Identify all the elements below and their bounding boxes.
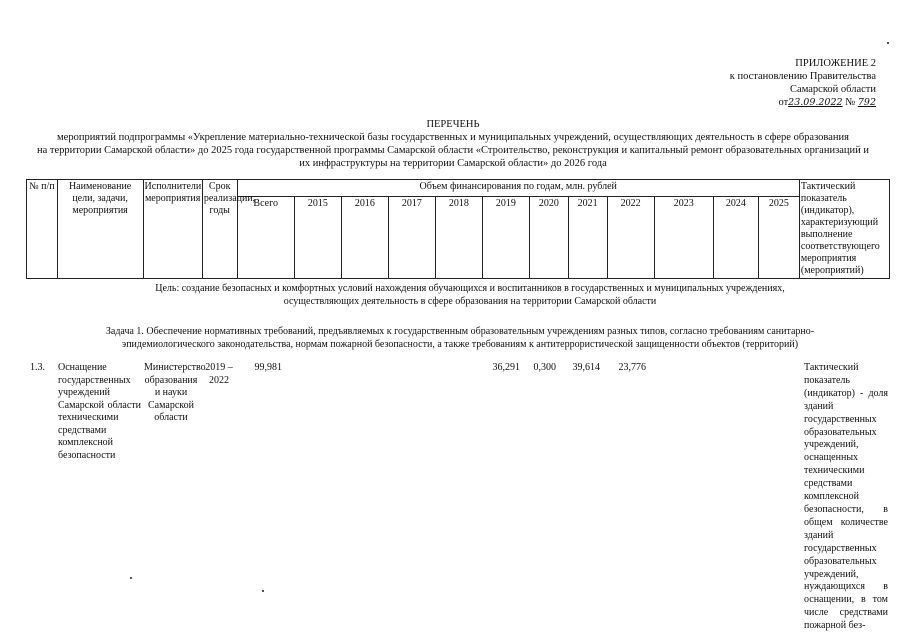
col-header-year: 2022 <box>607 197 654 279</box>
heading-line-1: мероприятий подпрограммы «Укрепление материально-технической базы государственных и муниципальных учреждений, осуществляющих деятельность в сфере образования <box>57 132 849 143</box>
heading-line-2: на территории Самарской области» до 2025 года государственной программы Самарской области «Строительство, реконструкция и капитальный ремонт образовательных организаций и <box>37 145 869 156</box>
col-header-year: 2021 <box>568 197 607 279</box>
col-header-year: 2017 <box>388 197 435 279</box>
row-indicator: Тактический показатель (индикатор) - доля зданий государственных образовательных учреждений, оснащенных техническими средствами комплексной безопасности, в общем количестве зданий государственных образовательных учреждений, нуждающихся в оснащении, в том числе средствами пожарной без- <box>804 362 888 632</box>
scan-speck <box>130 577 132 579</box>
document-title: ПЕРЕЧЕНЬ <box>426 119 480 130</box>
col-header-year: 2016 <box>341 197 388 279</box>
col-header-year: 2025 <box>758 197 799 279</box>
appendix-line-1: к постановлению Правительства <box>729 71 876 82</box>
col-header-total: Всего <box>237 197 294 279</box>
row-executor: Министерство образования и науки Самарской области <box>144 362 206 423</box>
document-heading <box>18 118 888 170</box>
row-total: 99,981 <box>254 362 282 373</box>
col-header-year: 2019 <box>482 197 529 279</box>
col-header-year: 2020 <box>529 197 568 279</box>
row-number: 1.3. <box>30 362 45 373</box>
scan-speck <box>887 42 889 44</box>
header-table <box>26 179 890 279</box>
row-value-2021: 39,614 <box>572 362 600 373</box>
col-header-funding: Объем финансирования по годам, млн. рублей <box>237 180 799 197</box>
goal-line-2: осуществляющих деятельность в сфере образования на территории Самарской области <box>283 296 657 307</box>
appendix-number: 792 <box>857 97 876 108</box>
appendix-date-line <box>706 96 876 109</box>
col-header-executor: Исполнители мероприятия <box>143 180 202 279</box>
number-prefix: № <box>845 97 856 108</box>
col-header-indicator: Тактический показатель (индикатор), характеризующий выполнение соответствующего мероприятия (мероприятий) <box>799 180 889 279</box>
row-term: 2019 – 2022 <box>205 362 233 386</box>
task-line-1: Задача 1. Обеспечение нормативных требований, предъявляемых к государственным образовательным учреждениям разных типов, согласно требованиям санитарно- <box>105 326 815 337</box>
row-value-2022: 23,776 <box>618 362 646 373</box>
col-header-num: № п/п <box>27 180 58 279</box>
task-line-2: эпидемиологического законодательства, нормам пожарной безопасности, а также требованиям к антитеррористической защищенности объектов (территорий) <box>121 339 799 350</box>
scan-speck <box>262 590 264 592</box>
col-header-year: 2023 <box>654 197 713 279</box>
goal-line-1: Цель: создание безопасных и комфортных условий нахождения обучающихся и воспитанников в государственных и муниципальных учреждениях, <box>155 283 785 294</box>
col-header-name: Наименование цели, задачи, мероприятия <box>57 180 143 279</box>
row-value-2020: 0,300 <box>533 362 556 373</box>
appendix-title: ПРИЛОЖЕНИЕ 2 <box>795 58 876 69</box>
row-name: Оснащение государственных учреждений Самарской области техническими средствами комплексной безопасности <box>58 362 141 461</box>
col-header-year: 2018 <box>435 197 482 279</box>
task-text <box>40 325 880 351</box>
col-header-year: 2024 <box>713 197 758 279</box>
col-header-term: Срок реализации, годы <box>202 180 237 279</box>
appendix-block <box>706 57 876 109</box>
col-header-year: 2015 <box>294 197 341 279</box>
appendix-line-2: Самарской области <box>790 84 876 95</box>
heading-line-3: их инфраструктуры на территории Самарской области» до 2026 года <box>299 158 607 169</box>
row-value-2019: 36,291 <box>492 362 520 373</box>
appendix-date: 23.09.2022 <box>788 97 843 108</box>
date-prefix: от <box>778 97 789 108</box>
goal-text <box>120 282 820 308</box>
